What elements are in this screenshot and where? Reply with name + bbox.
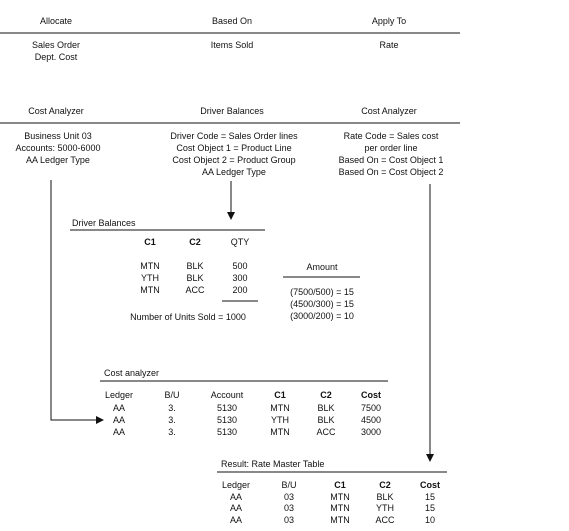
driver-col-header-c2: C2 (189, 237, 201, 247)
cost-cell: MTN (270, 427, 290, 437)
rate-cell: MTN (330, 492, 350, 502)
driver-cell: BLK (186, 261, 204, 271)
center-block-line: Cost Object 2 = Product Group (172, 155, 296, 165)
value-allocate-line2: Dept. Cost (34, 52, 78, 62)
rate-col-header-ledger: Ledger (221, 480, 251, 490)
rate-cell: AA (229, 503, 243, 513)
value-based-on: Items Sold (210, 40, 254, 50)
cost-cell: 4500 (360, 415, 382, 425)
cost-cell: 3000 (360, 427, 382, 437)
left-block-line: Business Unit 03 (24, 131, 92, 141)
cost-cell: 3. (168, 427, 176, 437)
rate-cell: YTH (376, 503, 394, 513)
rate-cell: 10 (424, 515, 436, 525)
driver-cell: YTH (141, 273, 159, 283)
rate-col-header-c1: C1 (334, 480, 346, 490)
cost-cell: AA (112, 427, 126, 437)
cost-col-header-c2: C2 (320, 390, 332, 400)
header-cost-analyzer-right: Cost Analyzer (361, 106, 417, 116)
cost-cell: 7500 (360, 403, 382, 413)
rate-cell: 03 (283, 492, 295, 502)
cost-col-header-ledger: Ledger (104, 390, 134, 400)
right-block-line: per order line (364, 143, 418, 153)
rate-cell: MTN (330, 515, 350, 525)
cost-cell: MTN (270, 403, 290, 413)
rate-cell: BLK (376, 492, 394, 502)
cost-col-header-account: Account (210, 390, 244, 400)
cost-cell: 5130 (216, 427, 238, 437)
left-block-line: Accounts: 5000-6000 (15, 143, 101, 153)
rate-col-header-c2: C2 (379, 480, 391, 490)
center-block-line: AA Ledger Type (202, 167, 266, 177)
header-allocate: Allocate (39, 16, 73, 26)
amount-line: (7500/500) = 15 (290, 287, 354, 297)
header-driver-balances: Driver Balances (200, 106, 264, 116)
header-cost-analyzer-left: Cost Analyzer (28, 106, 84, 116)
cost-cell: AA (112, 403, 126, 413)
right-block-line: Based On = Cost Object 1 (338, 155, 444, 165)
driver-cell: BLK (186, 273, 204, 283)
right-block-line: Rate Code = Sales cost (343, 131, 439, 141)
rate-col-header-cost: Cost (420, 480, 440, 490)
cost-cell: 5130 (216, 415, 238, 425)
right-block-line: Based On = Cost Object 2 (338, 167, 444, 177)
cost-cell: BLK (317, 415, 335, 425)
rate-cell: 15 (424, 492, 436, 502)
value-allocate-line1: Sales Order (31, 40, 81, 50)
cost-cell: 3. (168, 403, 176, 413)
rate-master-title: Result: Rate Master Table (221, 459, 325, 469)
amount-line: (3000/200) = 10 (290, 311, 354, 321)
amount-title: Amount (306, 262, 338, 272)
driver-cell: MTN (140, 285, 160, 295)
driver-col-header-c1: C1 (144, 237, 156, 247)
rate-cell: AA (229, 515, 243, 525)
driver-cell: 200 (232, 285, 248, 295)
center-block-line: Driver Code = Sales Order lines (170, 131, 298, 141)
amount-line: (4500/300) = 15 (290, 299, 354, 309)
rate-cell: 03 (283, 515, 295, 525)
cost-analyzer-title: Cost analyzer (104, 368, 160, 378)
rate-cell: AA (229, 492, 243, 502)
rate-col-header-bu: B/U (281, 480, 297, 490)
driver-cell: 300 (232, 273, 248, 283)
rate-cell: MTN (330, 503, 350, 513)
rate-cell: 03 (283, 503, 295, 513)
driver-col-header-qty: QTY (230, 237, 250, 247)
driver-total: Number of Units Sold = 1000 (130, 312, 246, 322)
driver-balances-title: Driver Balances (72, 218, 136, 228)
cost-col-header-cost: Cost (361, 390, 381, 400)
cost-cell: 5130 (216, 403, 238, 413)
rate-cell: ACC (375, 515, 395, 525)
driver-cell: MTN (140, 261, 160, 271)
driver-cell: ACC (185, 285, 205, 295)
driver-cell: 500 (232, 261, 248, 271)
header-apply-to: Apply To (371, 16, 407, 26)
cost-cell: BLK (317, 403, 335, 413)
cost-cell: 3. (168, 415, 176, 425)
rate-cell: 15 (424, 503, 436, 513)
cost-cell: YTH (271, 415, 289, 425)
cost-cell: ACC (316, 427, 336, 437)
center-block-line: Cost Object 1 = Product Line (176, 143, 292, 153)
arrow-to-cost-analyzer (51, 180, 103, 420)
cost-cell: AA (112, 415, 126, 425)
header-based-on: Based On (211, 16, 253, 26)
left-block-line: AA Ledger Type (26, 155, 90, 165)
cost-col-header-c1: C1 (274, 390, 286, 400)
cost-col-header-bu: B/U (164, 390, 180, 400)
value-apply-to: Rate (379, 40, 399, 50)
